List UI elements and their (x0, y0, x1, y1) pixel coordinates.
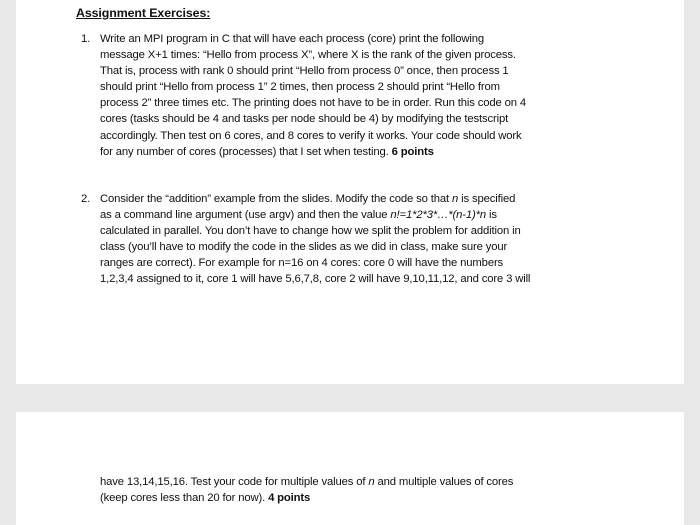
exercise-2-number: 2. (81, 193, 91, 205)
exercise-2-line (100, 207, 600, 223)
exercise-2-text: as a command line argument (use argv) and then the value (100, 209, 391, 222)
exercise-2-cont-text: (keep cores less than 20 for now). (100, 492, 269, 505)
page-lower (16, 412, 684, 525)
exercise-1-line: That is, process with rank 0 should print “Hello from process 0” once, then process 1 (100, 65, 509, 78)
exercise-1-points: 6 points (391, 145, 434, 158)
exercise-1 (81, 31, 600, 160)
exercise-2-points: 4 points (268, 492, 311, 505)
exercise-1-line: message X+1 times: “Hello from process X”, where X is the rank of the given process. (100, 49, 516, 62)
exercise-2-continued (100, 474, 600, 506)
exercise-1-line: Write an MPI program in C that will have each process (core) print the following (100, 33, 484, 45)
exercise-2-cont-text: and multiple values of cores (374, 476, 514, 488)
exercise-1-line: process 2” three times etc. The printing does not have to be in order. Run this code on 4 (100, 97, 527, 110)
exercise-1-line: cores (tasks should be 4 and tasks per node should be 4) by modifying the testscript (100, 113, 509, 126)
exercise-2-text: is specified (458, 193, 516, 205)
exercise-1-last-line (100, 144, 600, 160)
exercise-2-line: calculated in parallel. You don’t have to change how we split the problem for addition in (100, 225, 521, 238)
exercise-1-last-text: for any number of cores (processes) that I set when testing. (100, 145, 392, 158)
exercise-2-line: 1,2,3,4 assigned to it, core 1 will have 5,6,7,8, core 2 will have 9,10,11,12, and core 3 will (100, 273, 531, 286)
exercise-2-cont-line (100, 490, 600, 506)
section-heading: Assignment Exercises: (76, 6, 211, 20)
exercise-2 (81, 191, 600, 288)
exercise-2-cont-variable-n: n (368, 476, 375, 488)
exercise-1-line: accordingly. Then test on 6 cores, and 8 cores to verify it works. Your code should work (100, 129, 522, 142)
exercise-2-cont-line (100, 474, 600, 490)
exercise-2-line (100, 191, 600, 207)
exercise-2-variable-n: n (452, 193, 459, 205)
exercise-2-line: class (you’ll have to modify the code in the slides as we did in class, make sure your (100, 241, 508, 254)
exercise-2-factorial-formula: n!=1*2*3*…*(n-1)*n (390, 209, 486, 222)
exercise-2-line: ranges are correct). For example for n=16 on 4 cores: core 0 will have the numbers (100, 257, 504, 270)
exercise-1-line: should print “Hello from process 1” 2 times, then process 2 should print “Hello from (100, 81, 500, 94)
exercise-2-text: is (485, 209, 497, 222)
exercise-2-text: Consider the “addition” example from the slides. Modify the code so that (100, 193, 452, 205)
exercise-1-number: 1. (81, 33, 91, 45)
exercise-2-cont-text: have 13,14,15,16. Test your code for multiple values of (100, 476, 369, 488)
